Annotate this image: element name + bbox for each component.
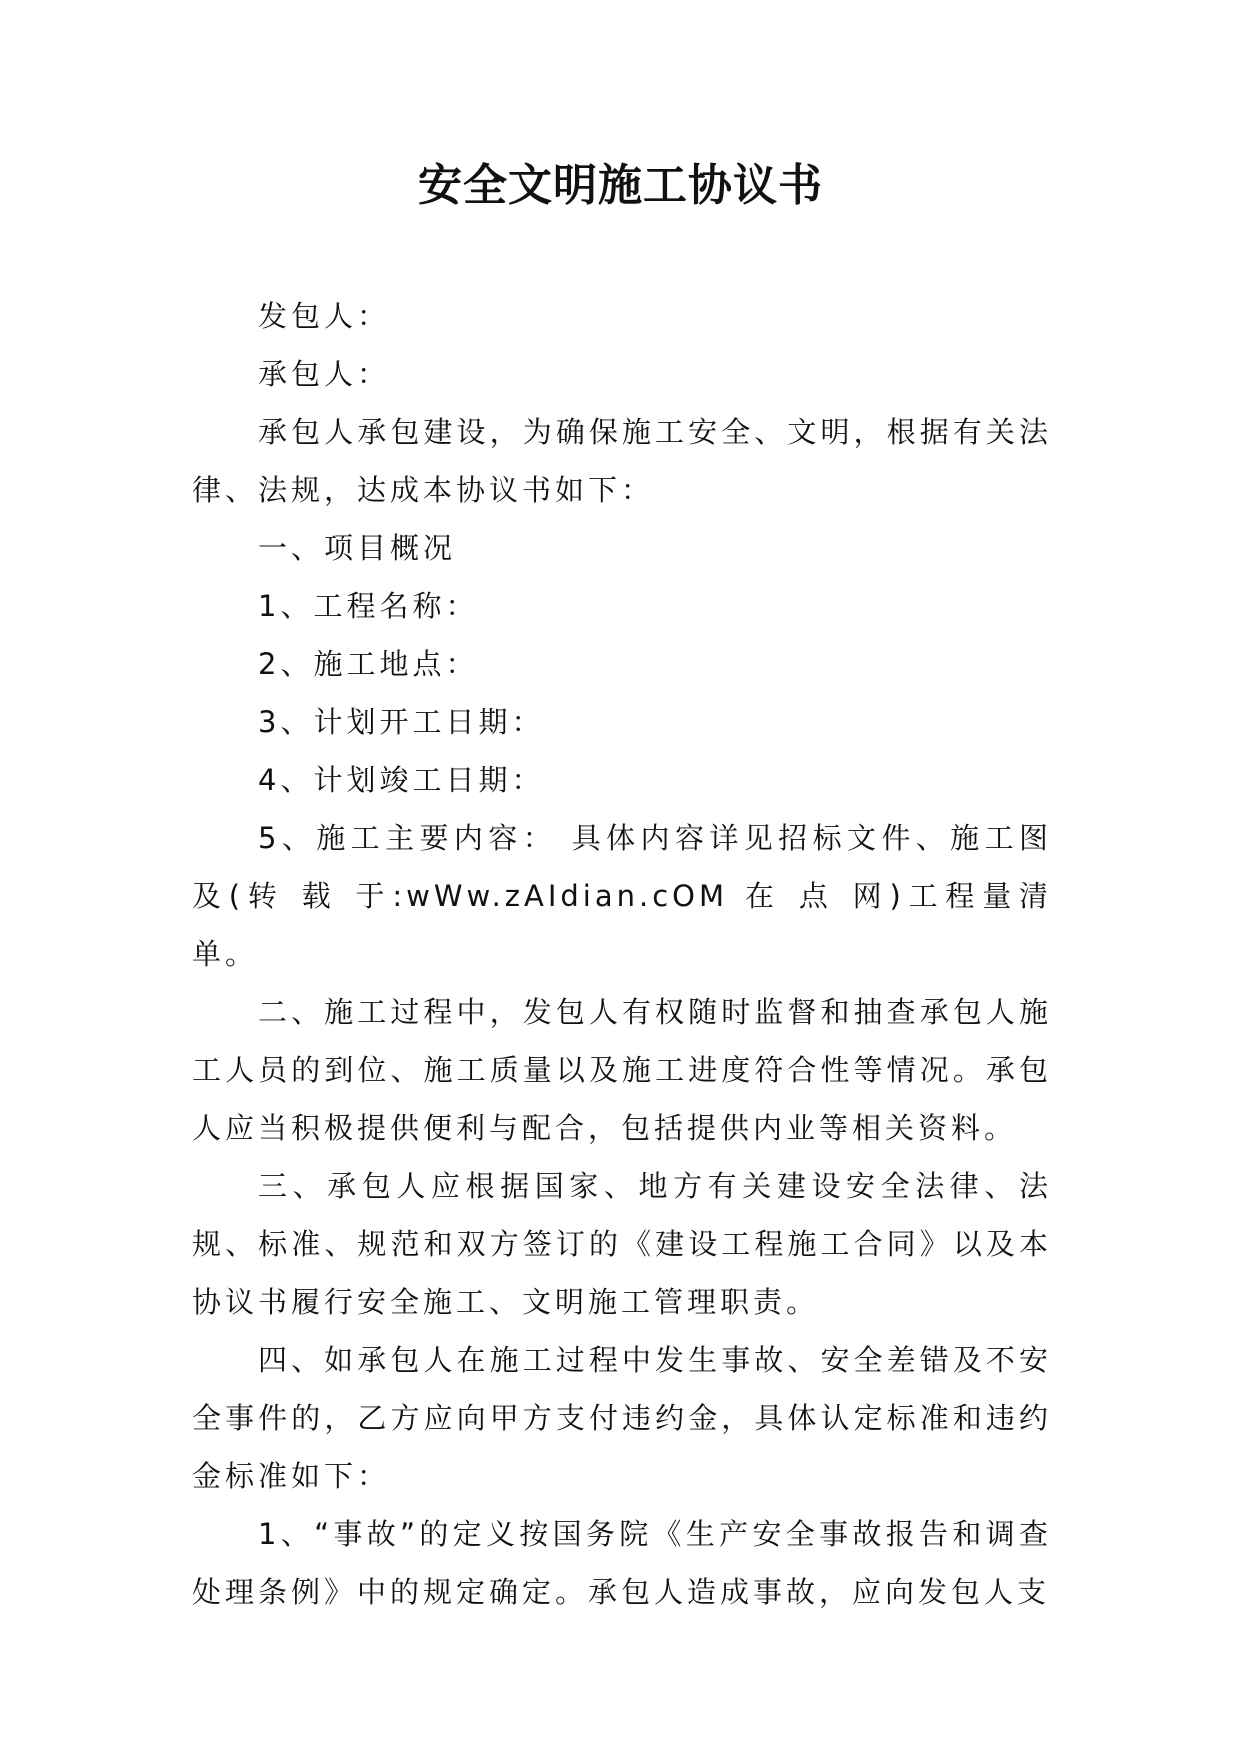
paragraph-planned-start-date: 3、计划开工日期： (258, 705, 545, 739)
document-title: 安全文明施工协议书 (418, 160, 823, 211)
paragraph-project-name: 1、工程名称： (258, 589, 479, 623)
paragraph-planned-completion-date: 4、计划竣工日期： (258, 763, 545, 797)
paragraph-section-three: 三、承包人应根据国家、地方有关建设安全法律、法规、标准、规范和双方签订的《建设工程施工合同》以及本协议书履行安全施工、文明施工管理职责。 (192, 1169, 1052, 1319)
paragraph-accident-definition: 1、“事故”的定义按国务院《生产安全事故报告和调查处理条例》中的规定确定。承包人造成事故，应向发包人支 (192, 1517, 1052, 1609)
paragraph-main-content: 5、施工主要内容： 具体内容详见招标文件、施工图及(转 载 于:wWw.zAIdian.cOM 在 点 网)工程量清单。 (192, 821, 1052, 971)
paragraph-contractor: 承包人： (258, 357, 391, 391)
paragraph-section-four: 四、如承包人在施工过程中发生事故、安全差错及不安全事件的，乙方应向甲方支付违约金，具体认定标准和违约金标准如下： (192, 1343, 1052, 1493)
section-heading-project-overview: 一、项目概况 (258, 531, 457, 565)
paragraph-section-two: 二、施工过程中，发包人有权随时监督和抽查承包人施工人员的到位、施工质量以及施工进度符合性等情况。承包人应当积极提供便利与配合，包括提供内业等相关资料。 (192, 995, 1052, 1145)
paragraph-construction-site: 2、施工地点： (258, 647, 479, 681)
document-body (192, 287, 1052, 1621)
paragraph-employer: 发包人： (258, 299, 391, 333)
paragraph-intro: 承包人承包建设，为确保施工安全、文明，根据有关法律、法规，达成本协议书如下： (192, 415, 1052, 507)
